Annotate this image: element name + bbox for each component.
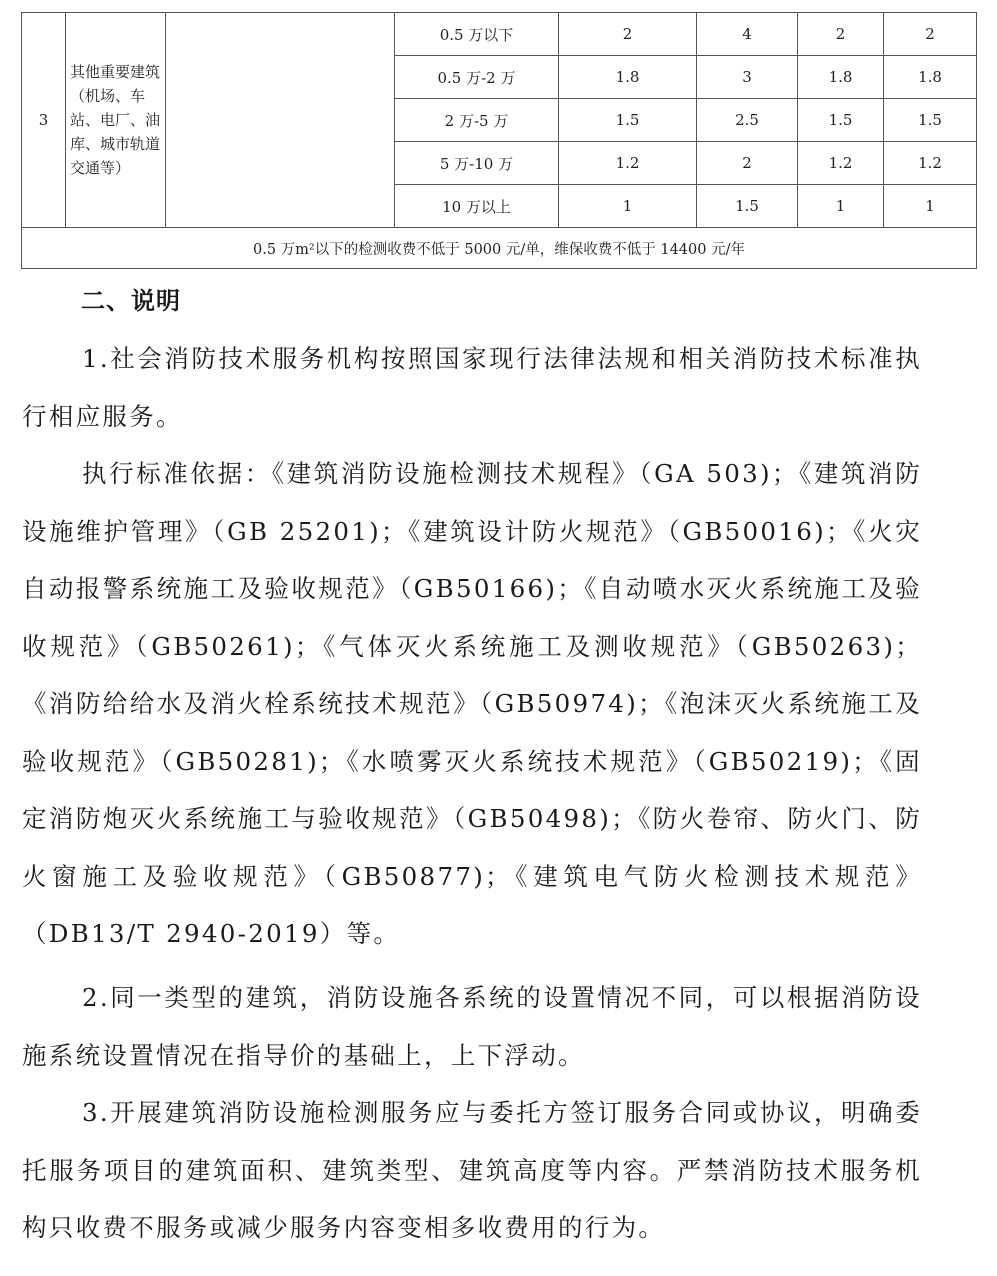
section-heading: 二、说明 <box>81 286 181 315</box>
empty-cell <box>166 13 395 228</box>
value-cell: 1 <box>884 185 977 228</box>
value-cell: 1.5 <box>697 185 798 228</box>
table-note-row <box>22 228 977 269</box>
value-cell: 1.2 <box>798 142 884 185</box>
value-cell: 1.8 <box>798 56 884 99</box>
paragraph-standards: 执行标准依据：《建筑消防设施检测技术规程》（GA 503)；《建筑消防设施维护管理》（GB 25201)；《建筑设计防火规范》（GB50016)；《火灾自动报警系统施工及验收规范》（GB50166)；《自动喷水灭火系统施工及验收规范》（GB50261)；《气体灭火系统施工及测收规范》（GB50263)；《消防给给水及消火栓系统技术规范》（GB50974)；《泡沫灭火系统施工及验收规范》（GB50281)；《水喷雾灭火系统技术规范》（GB50219)；《固定消防炮灭火系统施工与验收规范》（GB50498)；《防火卷帘、防火门、防火窗施工及验收规范》（GB50877)；《建筑电气防火检测技术规范》（DB13/T 2940-2019）等。 <box>22 459 922 948</box>
value-cell: 2 <box>798 13 884 56</box>
value-cell: 1.2 <box>559 142 697 185</box>
value-cell: 1.5 <box>798 99 884 142</box>
fee-minimum-note: 0.5 万m²以下的检测收费不低于 5000 元/单，维保收费不低于 14400 元/年 <box>22 228 977 269</box>
value-cell: 1.5 <box>559 99 697 142</box>
value-cell: 2 <box>559 13 697 56</box>
row-index-cell: 3 <box>22 13 66 228</box>
paragraph-3: 3.开展建筑消防设施检测服务应与委托方签订服务合同或协议，明确委托服务项目的建筑面积、建筑类型、建筑高度等内容。严禁消防技术服务机构只收费不服务或减少服务内容变相多收费用的行为。 <box>22 1098 922 1242</box>
value-cell: 4 <box>697 13 798 56</box>
paragraph-1: 1.社会消防技术服务机构按照国家现行法律法规和相关消防技术标准执行相应服务。 <box>22 344 922 431</box>
value-cell: 3 <box>697 56 798 99</box>
area-range-cell: 2 万-5 万 <box>395 99 559 142</box>
value-cell: 1 <box>559 185 697 228</box>
value-cell: 1.2 <box>884 142 977 185</box>
area-range-cell: 10 万以上 <box>395 185 559 228</box>
paragraph-2: 2.同一类型的建筑，消防设施各系统的设置情况不同，可以根据消防设施系统设置情况在指导价的基础上，上下浮动。 <box>22 983 922 1070</box>
value-cell: 1.8 <box>559 56 697 99</box>
value-cell: 2 <box>884 13 977 56</box>
value-cell: 1.8 <box>884 56 977 99</box>
value-cell: 1.5 <box>884 99 977 142</box>
fee-table <box>21 12 977 269</box>
building-category-cell: 其他重要建筑（机场、车站、电厂、油库、城市轨道交通等） <box>66 13 166 228</box>
area-range-cell: 0.5 万以下 <box>395 13 559 56</box>
area-range-cell: 5 万-10 万 <box>395 142 559 185</box>
value-cell: 2.5 <box>697 99 798 142</box>
value-cell: 2 <box>697 142 798 185</box>
value-cell: 1 <box>798 185 884 228</box>
table-row <box>22 13 977 56</box>
area-range-cell: 0.5 万-2 万 <box>395 56 559 99</box>
